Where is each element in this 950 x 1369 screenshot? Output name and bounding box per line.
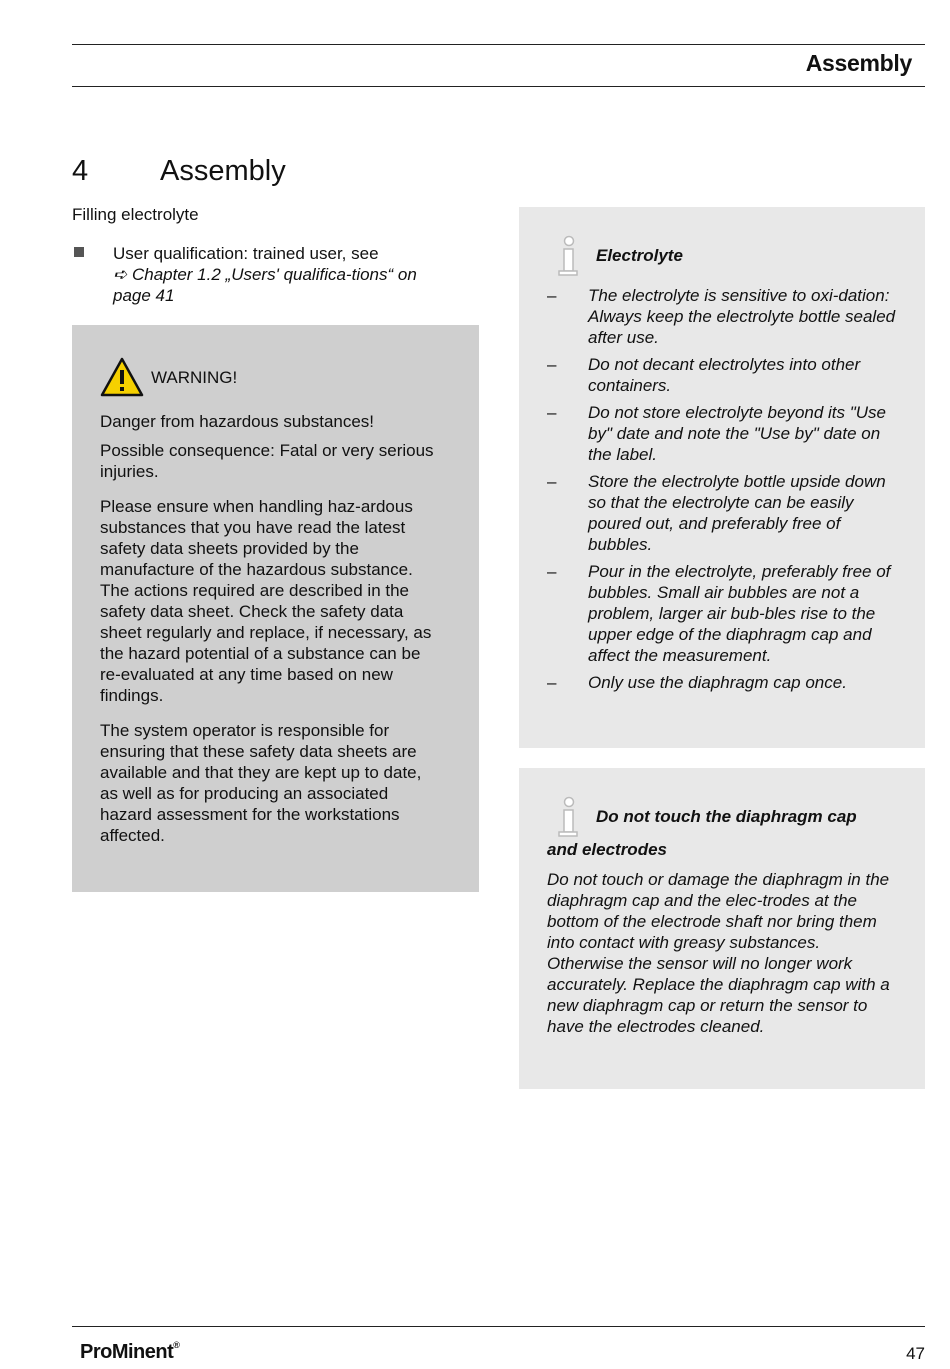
electrolyte-list bbox=[547, 285, 902, 699]
chapter-number: 4 bbox=[72, 155, 89, 187]
chapter-title: Assembly bbox=[160, 155, 286, 187]
header-top-rule bbox=[72, 44, 925, 45]
warning-consequence: Possible consequence: Fatal or very serious injuries. bbox=[100, 441, 434, 481]
chapter-link[interactable] bbox=[113, 265, 417, 305]
warning-paragraph-1: Please ensure when handling haz-ardous substances that you have read the latest safety data sheets provided by the manufacture of the hazardous substance. The actions required are described in the safety data sheet. Check the safety data sheet regularly and replace, if necessary, as the hazard potential of a substance can be re-evaluated at any time based on new findings. bbox=[100, 497, 432, 705]
page-number: 47 bbox=[906, 1344, 925, 1363]
warning-triangle-icon bbox=[100, 357, 144, 397]
warning-box bbox=[72, 325, 479, 892]
header-bottom-rule bbox=[72, 86, 925, 87]
info-icon bbox=[555, 796, 581, 838]
chapter-heading bbox=[72, 155, 286, 188]
info-icon bbox=[555, 235, 581, 277]
warning-header bbox=[100, 355, 440, 399]
prominent-logo: ProMinent® bbox=[80, 1340, 180, 1363]
info-title-diaphragm: Do not touch the diaphragm cap bbox=[596, 807, 857, 826]
qualification-bullet bbox=[72, 243, 432, 306]
footer-rule bbox=[72, 1326, 925, 1327]
danger-title: Danger from hazardous substances! bbox=[100, 412, 375, 431]
info-body-diaphragm: Do not touch or damage the diaphragm in the diaphragm cap and the elec-trodes at the bottom of the electrode shaft nor bring them into contact with greasy substances. Otherwise the sensor will no longer work accurately. Replace the diaphragm cap with a new diaphragm cap or return the sensor to have the electrodes cleaned. bbox=[547, 870, 890, 1036]
header-title: Assembly bbox=[805, 50, 912, 76]
info-title-electrolyte: Electrolyte bbox=[596, 246, 683, 265]
info-title-diaphragm-line2: and electrodes bbox=[547, 840, 667, 859]
chapter-link-text: Chapter 1.2 „Users' qualifica-tions“ on page 41 bbox=[113, 265, 417, 305]
link-arrow-icon: ➪ bbox=[113, 265, 128, 284]
info-box-diaphragm bbox=[519, 768, 925, 1089]
warning-paragraph-2: The system operator is responsible for ensuring that these safety data sheets are available and that they are kept up to date, as well as for producing an associated hazard assessment for the workstations affected. bbox=[100, 721, 422, 845]
list-item: – Pour in the electrolyte, preferably free of bubbles. Small air bubbles are not a problem, larger air bub-bles rise to the upper edge of the diaphragm cap and affect the measurement. bbox=[547, 562, 891, 665]
list-item: – The electrolyte is sensitive to oxi-dation: Always keep the electrolyte bottle sealed after use. bbox=[547, 286, 896, 347]
info-box-electrolyte bbox=[519, 207, 925, 748]
list-item: – Do not decant electrolytes into other containers. bbox=[547, 355, 861, 395]
warning-label: WARNING! bbox=[151, 367, 238, 387]
list-item: – Do not store electrolyte beyond its "Use by" date and note the "Use by" date on the label. bbox=[547, 403, 887, 464]
list-item: – Store the electrolyte bottle upside down so that the electrolyte can be easily poured out, and preferably free of bubbles. bbox=[547, 472, 886, 554]
list-item: – Only use the diaphragm cap once. bbox=[547, 673, 847, 692]
section-heading: Filling electrolyte bbox=[72, 205, 199, 224]
bullet-square-icon bbox=[74, 247, 84, 257]
qualification-text: User qualification: trained user, see bbox=[113, 244, 379, 263]
